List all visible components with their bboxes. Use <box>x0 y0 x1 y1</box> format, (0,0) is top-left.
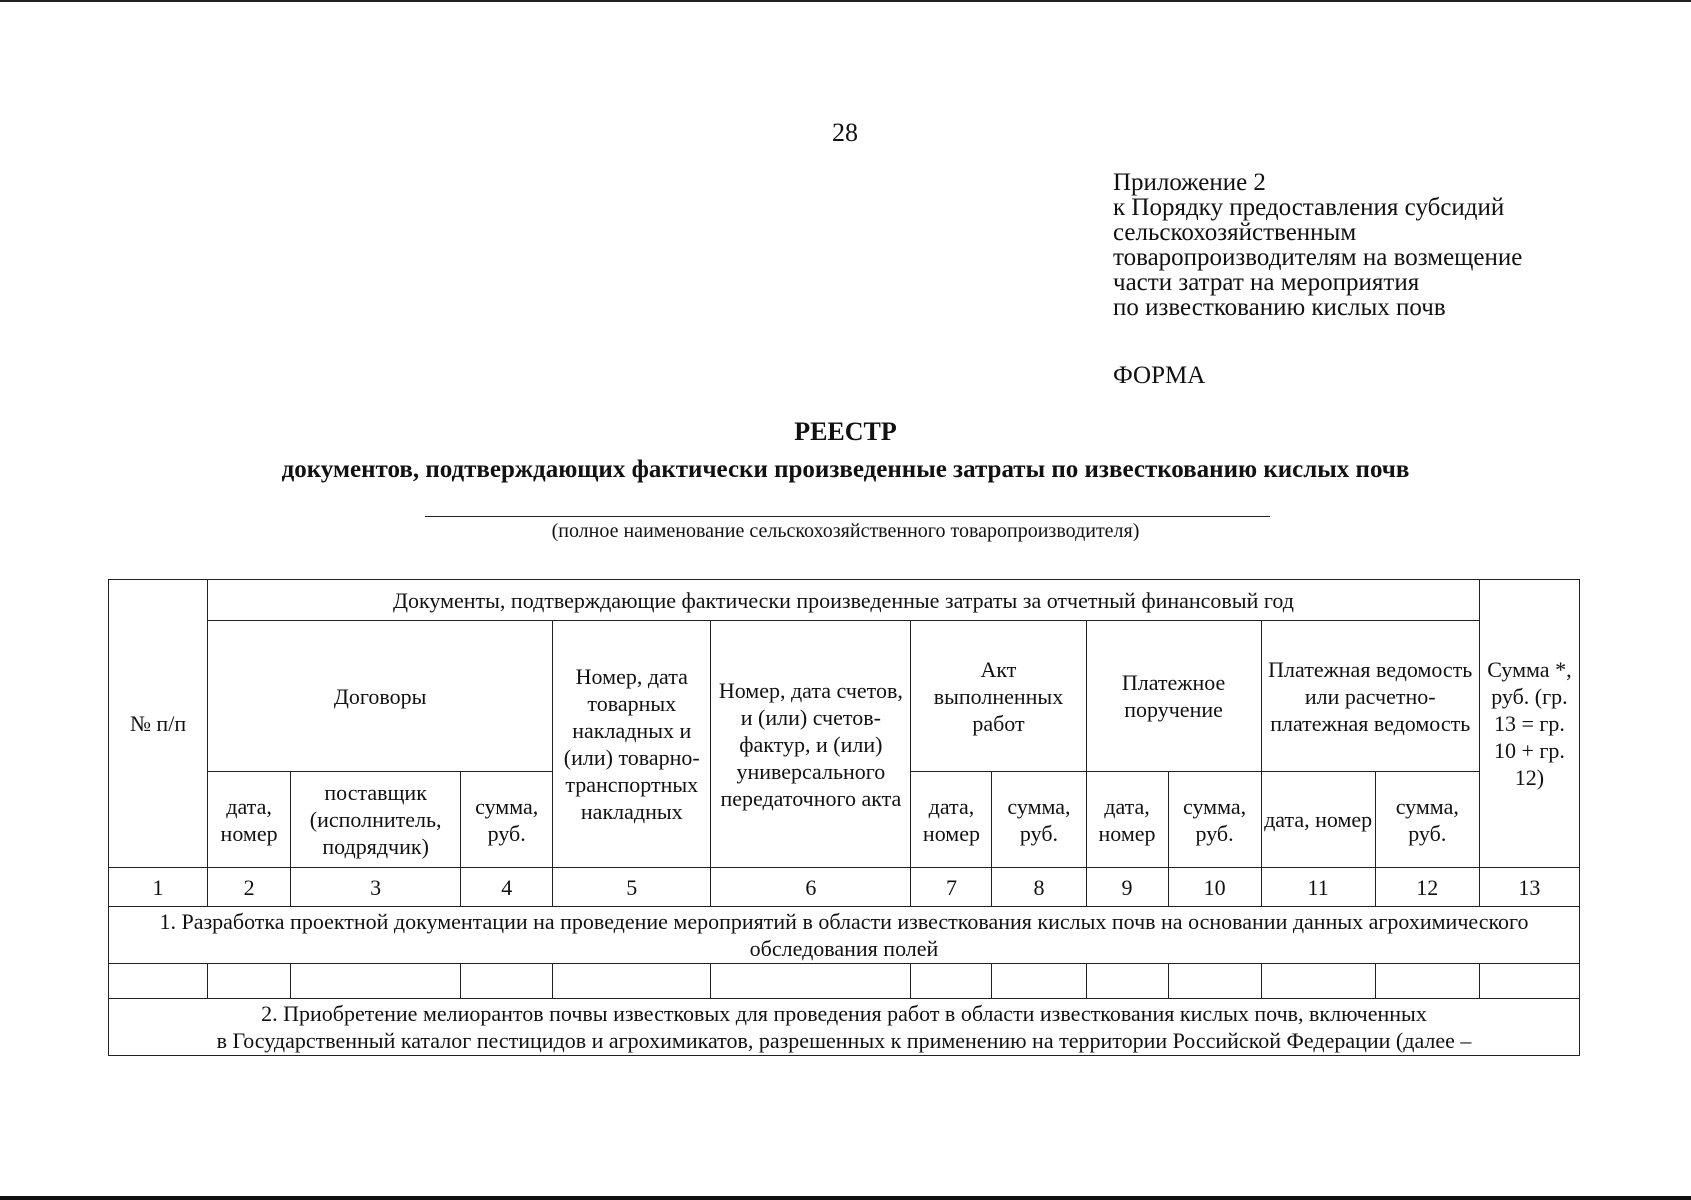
header-work-act: Акт выполненных работ <box>911 621 1086 772</box>
column-number: 13 <box>1479 868 1579 907</box>
column-number-row <box>109 868 1580 907</box>
column-number: 11 <box>1261 868 1375 907</box>
form-label: ФОРМА <box>1113 362 1206 389</box>
empty-cell[interactable] <box>911 964 992 999</box>
section-heading-2-line: в Государственный каталог пестицидов и агрохимикатов, разрешенных к применению на территории Российской Федерации (далее – <box>216 1028 1472 1053</box>
empty-cell[interactable] <box>1261 964 1375 999</box>
group-header-documents: Документы, подтверждающие фактически произведенные затраты за отчетный финансовый год <box>208 580 1480 621</box>
appendix-line: части затрат на мероприятия <box>1113 269 1420 296</box>
appendix-line: сельскохозяйственным <box>1113 219 1357 246</box>
column-number: 6 <box>711 868 911 907</box>
column-number: 12 <box>1375 868 1479 907</box>
column-number: 8 <box>992 868 1086 907</box>
appendix-line: Приложение 2 <box>1113 169 1266 196</box>
registry-table <box>108 579 1580 1056</box>
empty-cell[interactable] <box>1168 964 1261 999</box>
empty-cell[interactable] <box>992 964 1086 999</box>
subheader-supplier: поставщик (исполнитель, подрядчик) <box>291 772 461 868</box>
column-number: 4 <box>461 868 553 907</box>
subheader-payroll-sum: сумма, руб. <box>1375 772 1479 868</box>
header-payment-order: Платежное поручение <box>1086 621 1261 772</box>
header-waybills: Номер, дата товарных накладных и (или) товарно-транспортных накладных <box>553 621 711 868</box>
subheader-contract-sum: сумма, руб. <box>461 772 553 868</box>
appendix-block <box>1113 170 1673 320</box>
header-invoices: Номер, дата счетов, и (или) счетов-фактур, и (или) универсального передаточного акта <box>711 621 911 868</box>
appendix-line: к Порядку предоставления субсидий <box>1113 194 1505 221</box>
empty-cell[interactable] <box>553 964 711 999</box>
empty-cell[interactable] <box>109 964 208 999</box>
column-number: 9 <box>1086 868 1168 907</box>
appendix-line: товаропроизводителям на возмещение <box>1113 244 1523 271</box>
subheader-contract-date: дата, номер <box>208 772 291 868</box>
producer-name-field-line[interactable] <box>425 516 1270 517</box>
empty-cell[interactable] <box>1375 964 1479 999</box>
section-heading-2 <box>109 999 1580 1056</box>
header-payroll: Платежная ведомость или расчетно-платежная ведомость <box>1261 621 1479 772</box>
column-number: 10 <box>1168 868 1261 907</box>
appendix-line: по известкованию кислых почв <box>1113 294 1446 321</box>
section-heading-2-line: 2. Приобретение мелиорантов почвы известковых для проведения работ в области известкования кислых почв, включенных <box>261 1001 1427 1026</box>
column-number: 3 <box>291 868 461 907</box>
subheader-act-date: дата, номер <box>911 772 992 868</box>
empty-cell[interactable] <box>1479 964 1579 999</box>
empty-cell[interactable] <box>208 964 291 999</box>
subheader-act-sum: сумма, руб. <box>992 772 1086 868</box>
document-title: РЕЕСТР <box>794 417 897 446</box>
page-bottom-edge <box>0 1196 1691 1200</box>
page-number: 28 <box>832 118 858 147</box>
subheader-order-date: дата, номер <box>1086 772 1168 868</box>
column-number: 1 <box>109 868 208 907</box>
subheader-order-sum: сумма, руб. <box>1168 772 1261 868</box>
column-number: 5 <box>553 868 711 907</box>
empty-cell[interactable] <box>711 964 911 999</box>
section-heading-1: 1. Разработка проектной документации на проведение мероприятий в области известкования кислых почв на основании данных агрохимического обследования полей <box>109 907 1580 964</box>
col-header-number: № п/п <box>109 580 208 868</box>
producer-name-caption: (полное наименование сельскохозяйственного товаропроизводителя) <box>551 520 1140 542</box>
column-number: 2 <box>208 868 291 907</box>
empty-cell[interactable] <box>461 964 553 999</box>
empty-cell[interactable] <box>1086 964 1168 999</box>
col-header-total-sum: Сумма *, руб. (гр. 13 = гр. 10 + гр. 12) <box>1479 580 1579 868</box>
empty-cell[interactable] <box>291 964 461 999</box>
header-contracts: Договоры <box>208 621 553 772</box>
page-top-edge <box>0 0 1691 2</box>
column-number: 7 <box>911 868 992 907</box>
document-subtitle: документов, подтверждающих фактически произведенные затраты по известкованию кислых почв <box>281 456 1410 483</box>
table-row <box>109 964 1580 999</box>
subheader-payroll-date: дата, номер <box>1261 772 1375 868</box>
